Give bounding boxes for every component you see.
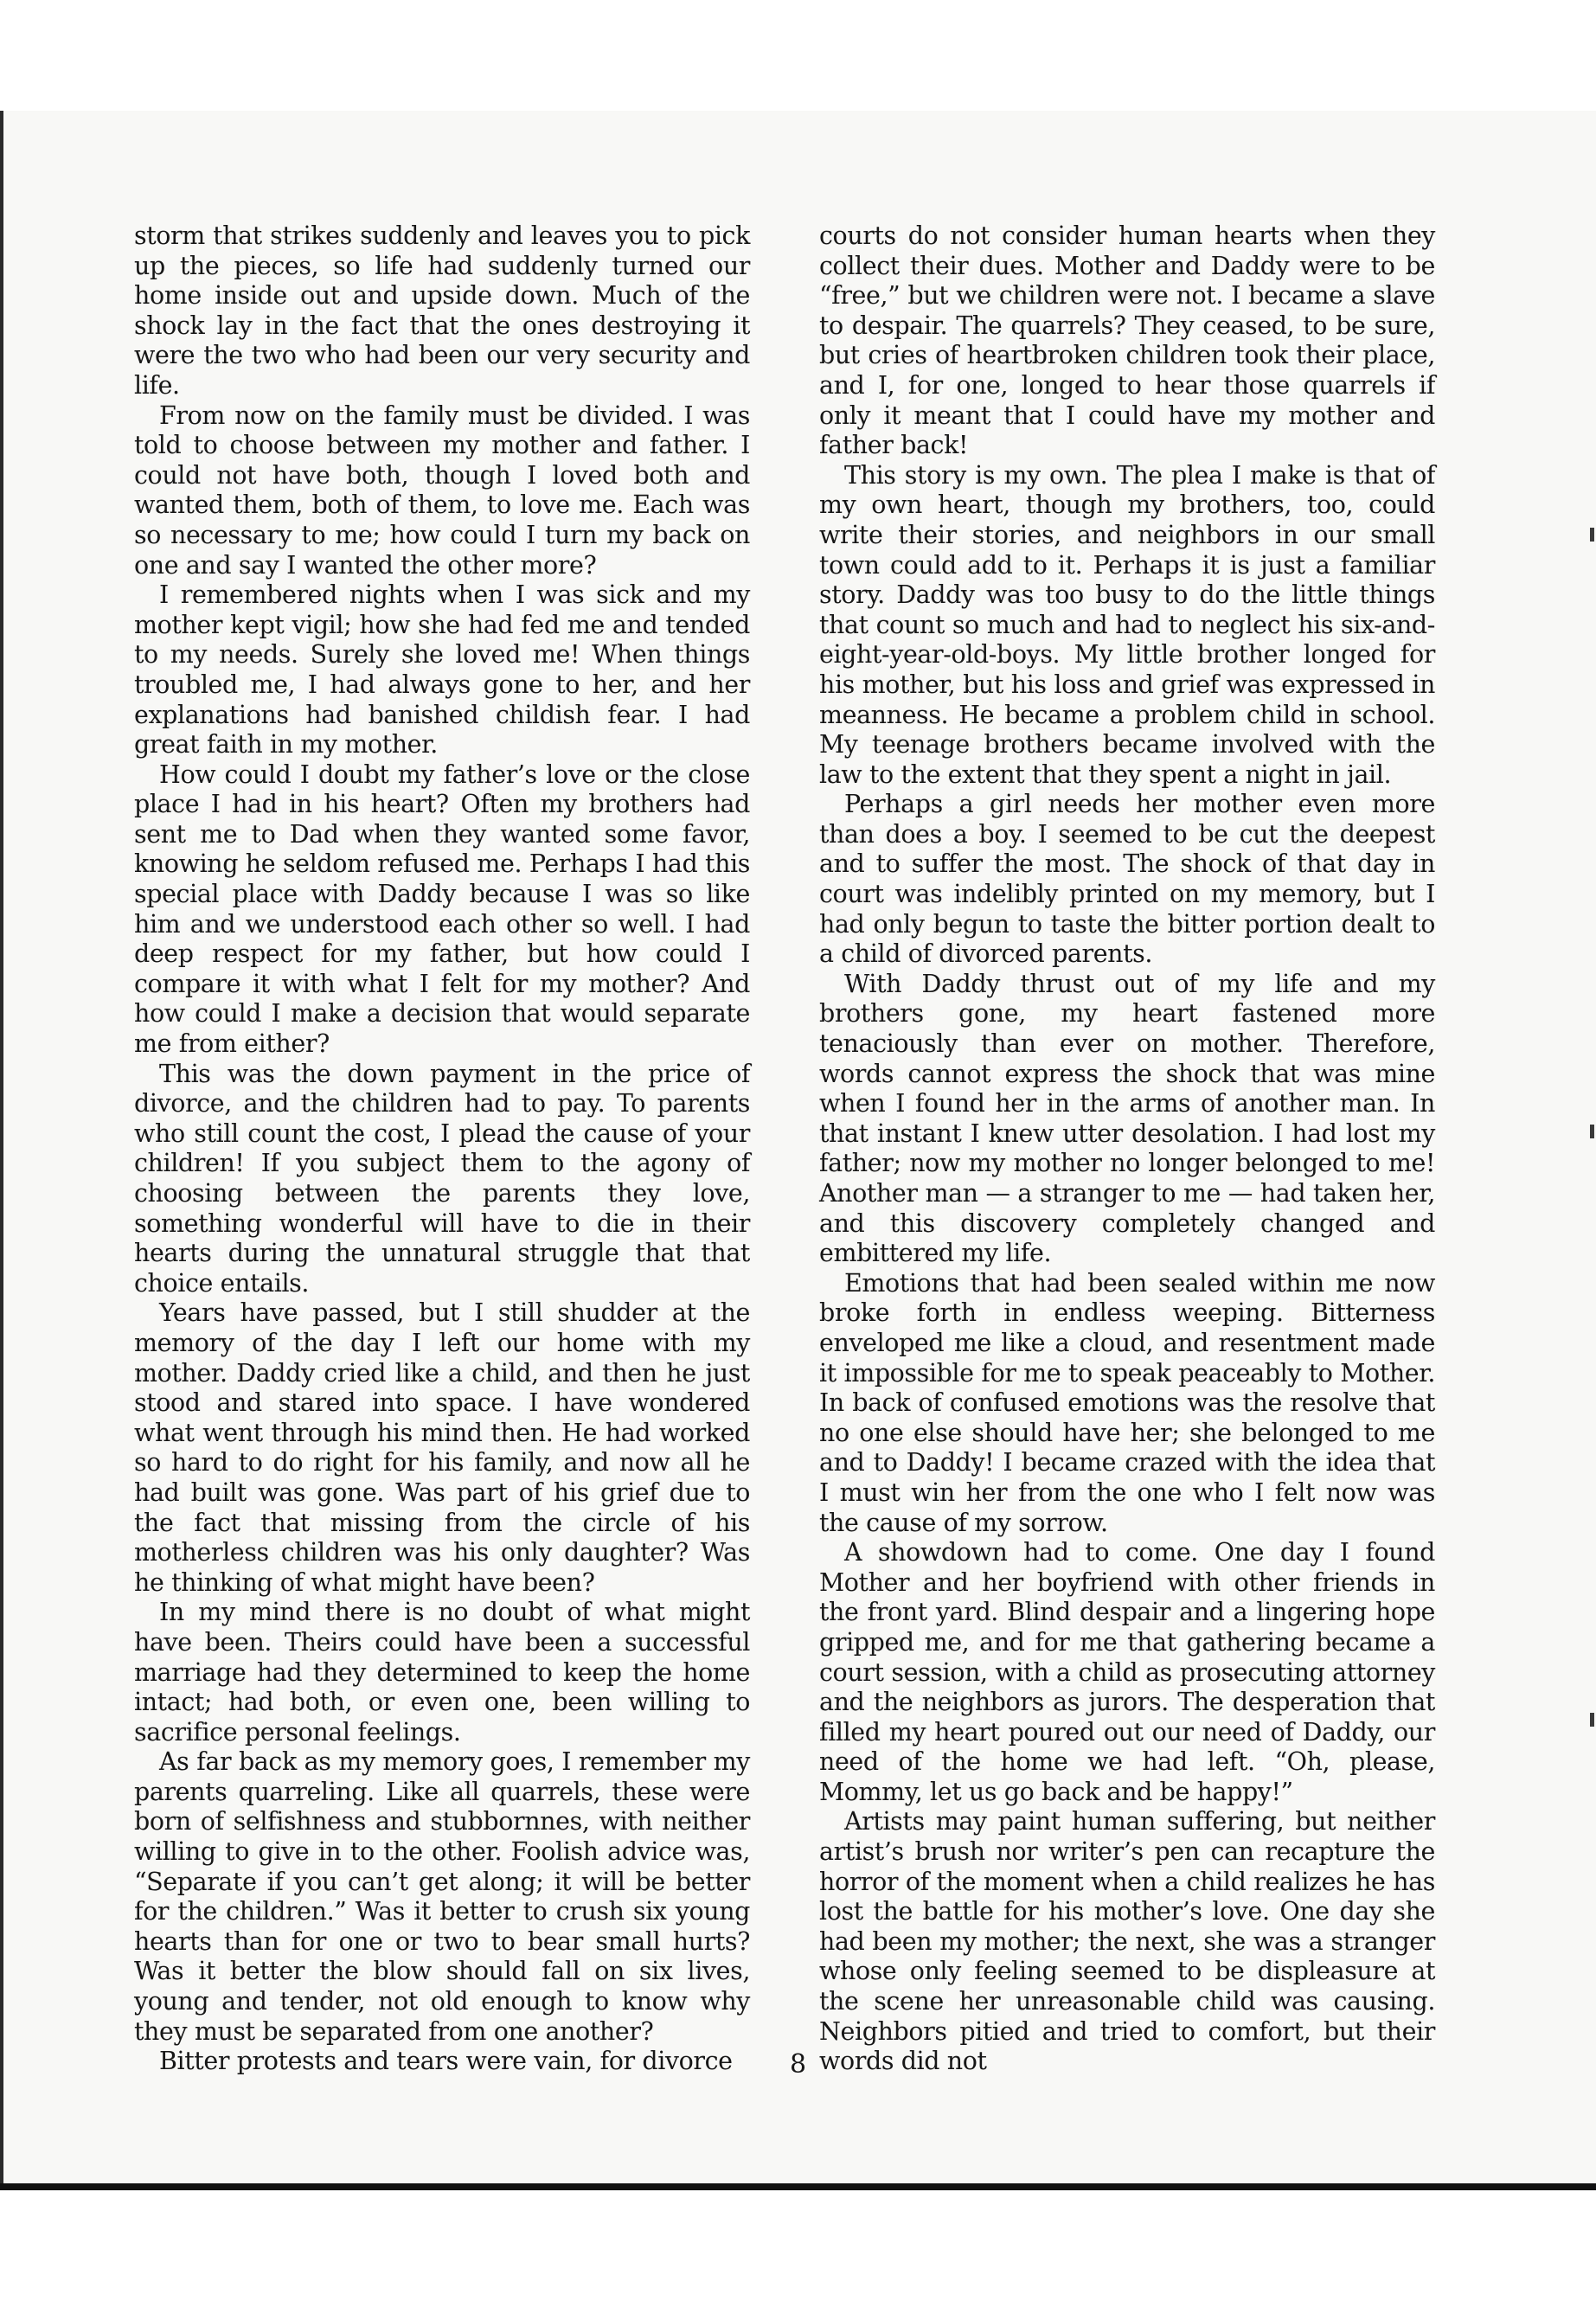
paragraph: Artists may paint human suffering, but neither artist’s brush nor writer’s pen can recapture the horror of the moment when a child realizes he has lost the battle for his mother’s love. One day she had been my mother; the next, she was a stranger whose only feeling seemed to be displeasure at the scene her unreasonable child was causing. Neighbors pitied and tried to comfort, but their words did not bbox=[819, 1807, 1435, 2076]
paragraph: How could I doubt my father’s love or the close place I had in his heart? Often my brothers had sent me to Dad when they wanted some favor, knowing he seldom refused me. Perhaps I had this special place with Daddy because I was so like him and we understood each other so well. I had deep respect for my father, but how could I compare it with what I felt for my mother? And how could I make a decision that would separate me from either? bbox=[134, 760, 750, 1059]
paragraph: With Daddy thrust out of my life and my brothers gone, my heart fastened more tenaciously than ever on mother. Therefore, words cannot express the shock that was mine when I found her in the arms of another man. In that instant I knew utter desolation. I had lost my father; now my mother no longer belonged to me! Another man — a stranger to me — had taken her, and this discovery completely changed and embittered my life. bbox=[819, 969, 1435, 1268]
paragraph: courts do not consider human hearts when they collect their dues. Mother and Daddy were to be “free,” but we children were not. I became a slave to despair. The quarrels? They ceased, to be sure, but cries of heartbroken children took their place, and I, for one, longed to hear those quarrels if only it meant that I could have my mother and father back! bbox=[819, 221, 1435, 460]
page-number: 8 bbox=[789, 2049, 807, 2080]
paragraph: I remembered nights when I was sick and my mother kept vigil; how she had fed me and tended to my needs. Surely she loved me! When things troubled me, I had always gone to her, and her explanations had banished childish fear. I had great faith in my mother. bbox=[134, 580, 750, 760]
paragraph: This was the down payment in the price of divorce, and the children had to pay. To parents who still count the cost, I plead the cause of your children! If you subject them to the agony of choosing between the parents they love, something wonderful will have to die in their hearts during the unnatural struggle that that choice entails. bbox=[134, 1059, 750, 1298]
scan-top-margin bbox=[0, 0, 1596, 111]
paragraph: This story is my own. The plea I make is that of my own heart, though my brothers, too, could write their stories, and neighbors in our small town could add to it. Perhaps it is just a familiar story. Daddy was too busy to do the little things that count so much and had to neglect his six-and-eight-year-old-boys. My little brother longed for his mother, but his loss and grief was expressed in meanness. He became a problem child in school. My teenage brothers became involved with the law to the extent that they spent a night in jail. bbox=[819, 460, 1435, 789]
paragraph: As far back as my memory goes, I remember my parents quarreling. Like all quarrels, these were born of selfishness and stubbornnes, with neither willing to give in to the other. Foolish advice was, “Separate if you can’t get along; it will be better for the children.” Was it better to crush six young hearts than for one or two to bear small hurts? Was it better the blow should fall on six lives, young and tender, not old enough to know why they must be separated from one another? bbox=[134, 1747, 750, 2046]
scan-bottom-margin bbox=[0, 2190, 1596, 2301]
paragraph: From now on the family must be divided. I was told to choose between my mother and father. I could not have both, though I loved both and wanted them, both of them, to love me. Each was so necessary to me; how could I turn my back on one and say I wanted the other more? bbox=[134, 401, 750, 580]
paragraph: Emotions that had been sealed within me now broke forth in endless weeping. Bitterness enveloped me like a cloud, and resentment made it impossible for me to speak peaceably to Mother. In back of confused emotions was the resolve that no one else should have her; she belonged to me and to Daddy! I became crazed with the idea that I must win her from the one who I felt now was the cause of my sorrow. bbox=[819, 1268, 1435, 1537]
scan-right-edge-marks bbox=[1590, 519, 1596, 1730]
page-left-edge bbox=[0, 111, 3, 2185]
paragraph: storm that strikes suddenly and leaves you to pick up the pieces, so life had suddenly turned our home inside out and upside down. Much of the shock lay in the fact that the ones destroying it were the two who had been our very security and life. bbox=[134, 221, 750, 400]
paragraph: A showdown had to come. One day I found Mother and her boyfriend with other friends in the front yard. Blind despair and a lingering hope gripped me, and for me that gathering became a court session, with a child as prosecuting attorney and the neighbors as jurors. The desperation that filled my heart poured out our need of Daddy, our need of the home we had left. “Oh, please, Mommy, let us go back and be happy!” bbox=[819, 1538, 1435, 1806]
paragraph: In my mind there is no doubt of what might have been. Theirs could have been a successful marriage had they determined to keep the home intact; had both, or even one, been willing to sacrifice personal feelings. bbox=[134, 1598, 750, 1747]
page-bottom-edge bbox=[0, 2183, 1596, 2190]
paragraph: Bitter protests and tears were vain, for divorce bbox=[159, 2047, 733, 2076]
right-text-column bbox=[819, 221, 1435, 2077]
left-text-column bbox=[134, 221, 750, 2077]
paragraph: Years have passed, but I still shudder at the memory of the day I left our home with my mother. Daddy cried like a child, and then he just stood and stared into space. I have wondered what went through his mind then. He had worked so hard to do right for his family, and now all he had built was gone. Was part of his grief due to the fact that missing from the circle of his motherless children was his only daughter? Was he thinking of what might have been? bbox=[134, 1298, 750, 1597]
paragraph: Perhaps a girl needs her mother even more than does a boy. I seemed to be cut the deepest and to suffer the most. The shock of that day in court was indelibly printed on my memory, but I had only begun to taste the bitter portion dealt to a child of divorced parents. bbox=[819, 790, 1435, 969]
